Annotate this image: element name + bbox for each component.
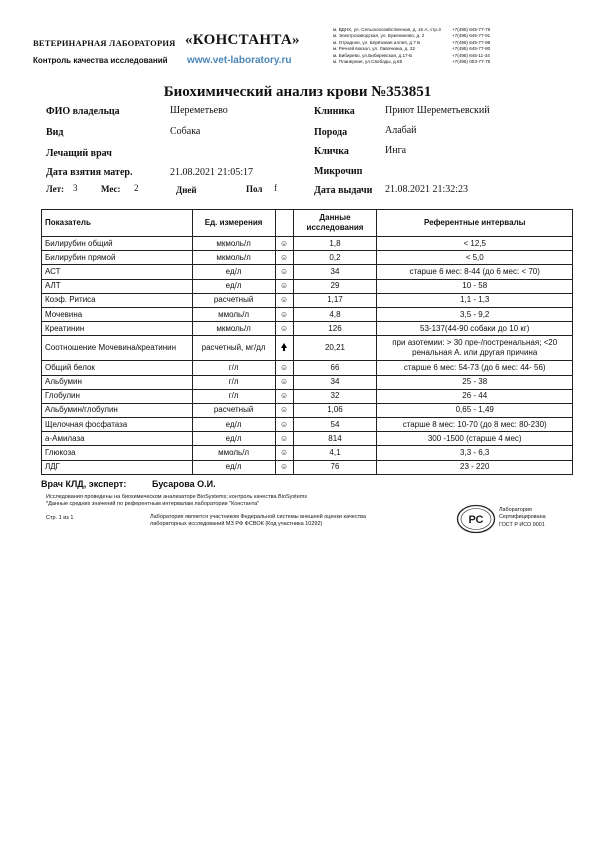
table-row bbox=[42, 375, 573, 389]
cell-value: 76 bbox=[293, 460, 377, 474]
cell-reference: 300 -1500 (старше 4 мес) bbox=[377, 432, 573, 446]
smiley-icon: ☺ bbox=[279, 362, 289, 372]
table-header-row bbox=[42, 210, 573, 237]
table-row bbox=[42, 460, 573, 474]
smiley-icon: ☺ bbox=[279, 462, 289, 472]
lab-name: «КОНСТАНТА» bbox=[185, 32, 300, 48]
months-label: Мес: bbox=[101, 184, 121, 194]
smiley-icon: ☺ bbox=[279, 377, 289, 387]
cell-unit: ед/л bbox=[192, 279, 275, 293]
table-row bbox=[42, 432, 573, 446]
cell-unit: г/л bbox=[192, 375, 275, 389]
footnotes bbox=[46, 494, 307, 508]
cell-unit: мкмоль/л bbox=[192, 322, 275, 336]
cell-flag bbox=[275, 322, 293, 336]
cell-unit: мкмоль/л bbox=[192, 237, 275, 251]
cell-flag bbox=[275, 403, 293, 417]
cell-flag bbox=[275, 336, 293, 361]
arrow-up-icon bbox=[281, 343, 287, 348]
smiley-icon: ☺ bbox=[279, 419, 289, 429]
cell-value: 126 bbox=[293, 322, 377, 336]
cell-reference: < 12,5 bbox=[377, 237, 573, 251]
cell-unit: ед/л bbox=[192, 418, 275, 432]
table-row bbox=[42, 293, 573, 307]
column-header-parameter: Показатель bbox=[42, 210, 193, 237]
cell-parameter: Коэф. Ритиса bbox=[42, 293, 193, 307]
cell-reference: 26 - 44 bbox=[377, 389, 573, 403]
cell-reference: 25 - 38 bbox=[377, 375, 573, 389]
cell-value: 34 bbox=[293, 265, 377, 279]
cell-unit: ммоль/л bbox=[192, 446, 275, 460]
cell-value: 1,8 bbox=[293, 237, 377, 251]
lab-type: ВЕТЕРИНАРНАЯ ЛАБОРАТОРИЯ bbox=[33, 38, 176, 48]
table-row bbox=[42, 279, 573, 293]
cell-unit: ед/л bbox=[192, 432, 275, 446]
cell-unit: расчетный, мг/дл bbox=[192, 336, 275, 361]
cell-reference: при азотемии: > 30 пре-/постренальная; <20 ренальная А. или другая причина bbox=[377, 336, 573, 361]
sex-label: Пол bbox=[246, 184, 263, 194]
cell-value: 32 bbox=[293, 389, 377, 403]
sample-date-label: Дата взятия матер. bbox=[46, 167, 133, 178]
seal-caption bbox=[499, 507, 546, 529]
smiley-icon: ☺ bbox=[279, 309, 289, 319]
cell-parameter: а-Амилаза bbox=[42, 432, 193, 446]
cell-reference: старше 8 мес: 10-70 (до 8 мес: 80-230) bbox=[377, 418, 573, 432]
days-label: Дней bbox=[176, 185, 197, 195]
cell-reference: 53-137(44-90 собаки до 10 кг) bbox=[377, 322, 573, 336]
certification-text bbox=[150, 514, 366, 528]
cell-flag bbox=[275, 237, 293, 251]
months-value: 2 bbox=[134, 183, 139, 193]
sex-value: f bbox=[274, 183, 277, 193]
cell-value: 0,2 bbox=[293, 251, 377, 265]
address-item: м. Бибирево, ул.Бибиревская, д.17-Б bbox=[333, 52, 413, 58]
microchip-label: Микрочип bbox=[314, 166, 363, 177]
table-row bbox=[42, 237, 573, 251]
lab-subtitle: Контроль качества исследований bbox=[33, 56, 168, 65]
cell-reference: < 5,0 bbox=[377, 251, 573, 265]
phone-item: +7(495) 645-77-98 bbox=[452, 39, 491, 45]
certification-line: Лаборатория является участником Федеральной системы внешней оценки качества bbox=[150, 514, 367, 520]
cell-unit: расчетный bbox=[192, 403, 275, 417]
smiley-icon: ☺ bbox=[279, 433, 289, 443]
table-row bbox=[42, 322, 573, 336]
phone-list bbox=[452, 27, 490, 65]
seal-line: ГОСТ Р ИСО 9001 bbox=[499, 521, 545, 528]
column-header-reference: Референтные интервалы bbox=[377, 210, 573, 237]
column-header-value: Данные исследования bbox=[293, 210, 377, 237]
svg-text:РС: РС bbox=[468, 514, 484, 526]
cell-parameter: АЛТ bbox=[42, 279, 193, 293]
smiley-icon: ☺ bbox=[279, 323, 289, 333]
phone-item: +7(495) 645-77-80 bbox=[452, 46, 491, 52]
cell-parameter: Соотношение Мочевина/креатинин bbox=[42, 336, 193, 361]
cell-value: 29 bbox=[293, 279, 377, 293]
column-header-unit: Ед. измерения bbox=[192, 210, 275, 237]
cell-reference: 1,1 - 1,3 bbox=[377, 293, 573, 307]
cell-unit: г/л bbox=[192, 389, 275, 403]
results-table bbox=[41, 209, 573, 475]
cell-parameter: Билирубин прямой bbox=[42, 251, 193, 265]
cell-parameter: Глюкоза bbox=[42, 446, 193, 460]
cell-flag bbox=[275, 446, 293, 460]
column-header-flag bbox=[275, 210, 293, 237]
cell-flag bbox=[275, 418, 293, 432]
smiley-icon: ☺ bbox=[279, 295, 289, 305]
report-title: Биохимический анализ крови №353851 bbox=[163, 84, 432, 100]
cell-value: 20,21 bbox=[293, 336, 377, 361]
smiley-icon: ☺ bbox=[279, 252, 289, 262]
cell-value: 54 bbox=[293, 418, 377, 432]
address-item: м. Планерная, ул.Свободы, д.65 bbox=[333, 59, 403, 65]
seal-line: Сертифицирована bbox=[499, 514, 546, 521]
address-list bbox=[333, 27, 441, 65]
cell-reference: старше 6 мес: 8-44 (до 6 мес: < 70) bbox=[377, 265, 573, 279]
breed-value: Алабай bbox=[385, 125, 417, 136]
cell-reference: 10 - 58 bbox=[377, 279, 573, 293]
analyzer-note: Исследования проведены на биохимическом анализаторе BioSystems; контроль качества BioSystems bbox=[46, 494, 308, 500]
table-row bbox=[42, 446, 573, 460]
issue-date-value: 21.08.2021 21:32:23 bbox=[385, 184, 469, 195]
table-row bbox=[42, 418, 573, 432]
issue-date-label: Дата выдачи bbox=[314, 185, 373, 196]
cell-flag bbox=[275, 432, 293, 446]
sample-date-value: 21.08.2021 21:05:17 bbox=[170, 167, 254, 178]
cell-flag bbox=[275, 293, 293, 307]
species-label: Вид bbox=[46, 127, 64, 138]
smiley-icon: ☺ bbox=[279, 266, 289, 276]
cell-parameter: Общий белок bbox=[42, 361, 193, 375]
cell-parameter: Альбумин bbox=[42, 375, 193, 389]
cell-value: 814 bbox=[293, 432, 377, 446]
cell-flag bbox=[275, 251, 293, 265]
cell-reference: 0,65 - 1,49 bbox=[377, 403, 573, 417]
smiley-icon: ☺ bbox=[279, 391, 289, 401]
years-label: Лет: bbox=[46, 184, 65, 194]
smiley-icon: ☺ bbox=[279, 405, 289, 415]
cell-flag bbox=[275, 389, 293, 403]
cell-flag bbox=[275, 265, 293, 279]
years-value: 3 bbox=[73, 183, 78, 193]
smiley-icon: ☺ bbox=[279, 448, 289, 458]
cell-parameter: Глобулин bbox=[42, 389, 193, 403]
species-value: Собака bbox=[170, 126, 201, 137]
table-row bbox=[42, 336, 573, 361]
address-item: м. Отрадное, ул. Берёзовая аллея, д.7 Б bbox=[333, 39, 421, 45]
cell-value: 4,8 bbox=[293, 307, 377, 321]
lab-website[interactable]: www.vet-laboratory.ru bbox=[187, 55, 292, 66]
table-row bbox=[42, 251, 573, 265]
table-row bbox=[42, 389, 573, 403]
results-body bbox=[42, 237, 573, 475]
seal-line: Лаборатория bbox=[499, 507, 532, 513]
doctor-name: Бусарова О.И. bbox=[152, 479, 216, 489]
certification-line: лабораторных исследований МЗ РФ ФСВОК (Код участника 10292) bbox=[150, 521, 323, 527]
cell-flag bbox=[275, 375, 293, 389]
cell-flag bbox=[275, 361, 293, 375]
cell-reference: 3,5 - 9,2 bbox=[377, 307, 573, 321]
cell-reference: старше 6 мес: 54-73 (до 6 мес: 44- 56) bbox=[377, 361, 573, 375]
breed-label: Порода bbox=[314, 127, 348, 138]
doctor-label: Лечащий врач bbox=[46, 148, 112, 159]
cell-unit: ед/л bbox=[192, 265, 275, 279]
owner-value: Шереметьево bbox=[170, 105, 228, 116]
page-number: Стр. 1 из 1 bbox=[46, 515, 74, 521]
certification-seal-icon bbox=[456, 504, 496, 539]
cell-parameter: АСТ bbox=[42, 265, 193, 279]
clinic-label: Клиника bbox=[314, 106, 355, 117]
cell-value: 1,17 bbox=[293, 293, 377, 307]
cell-flag bbox=[275, 307, 293, 321]
cell-value: 34 bbox=[293, 375, 377, 389]
cell-unit: ед/л bbox=[192, 460, 275, 474]
phone-item: +7(495) 645-77-76 bbox=[452, 27, 491, 32]
clinic-value: Приют Шереметьевский bbox=[385, 105, 490, 116]
table-row bbox=[42, 403, 573, 417]
cell-unit: г/л bbox=[192, 361, 275, 375]
cell-value: 4,1 bbox=[293, 446, 377, 460]
phone-item: +7(495) 003-77-75 bbox=[452, 59, 491, 65]
doctor-label: Врач КЛД, эксперт: bbox=[41, 479, 127, 489]
address-item: м. Электрозаводская, ул. Бужениново, д. 2 bbox=[333, 33, 425, 39]
cell-reference: 3,3 - 6,3 bbox=[377, 446, 573, 460]
cell-flag bbox=[275, 279, 293, 293]
pet-name-value: Инга bbox=[385, 145, 407, 156]
cell-unit: расчетный bbox=[192, 293, 275, 307]
cell-parameter: ЛДГ bbox=[42, 460, 193, 474]
cell-flag bbox=[275, 460, 293, 474]
cell-unit: ммоль/л bbox=[192, 307, 275, 321]
cell-parameter: Билирубин общий bbox=[42, 237, 193, 251]
table-row bbox=[42, 307, 573, 321]
cell-reference: 23 - 220 bbox=[377, 460, 573, 474]
phone-item: +7(495) 645-11-34 bbox=[452, 52, 490, 58]
smiley-icon: ☺ bbox=[279, 238, 289, 248]
cell-value: 1,06 bbox=[293, 403, 377, 417]
table-row bbox=[42, 361, 573, 375]
cell-parameter: Креатинин bbox=[42, 322, 193, 336]
smiley-icon: ☺ bbox=[279, 281, 289, 291]
cell-parameter: Альбумин/глобулин bbox=[42, 403, 193, 417]
address-item: м. Речной вокзал, ул. Лавочкина, д. 32 bbox=[333, 46, 415, 52]
table-row bbox=[42, 265, 573, 279]
pet-name-label: Кличка bbox=[314, 146, 349, 157]
reference-note: *Данные средних значений по референтным интервалам лаборатории "Константа" bbox=[46, 501, 260, 507]
cell-parameter: Мочевина bbox=[42, 307, 193, 321]
cell-unit: мкмоль/л bbox=[192, 251, 275, 265]
cell-value: 66 bbox=[293, 361, 377, 375]
phone-item: +7(495) 645-77-91 bbox=[452, 33, 491, 39]
cell-parameter: Щелочная фосфатаза bbox=[42, 418, 193, 432]
address-item: м. ВДНХ, ул. Сельскохозяйственная, д. 16 А, стр.3 bbox=[333, 27, 441, 32]
owner-label: ФИО владельца bbox=[46, 106, 120, 117]
